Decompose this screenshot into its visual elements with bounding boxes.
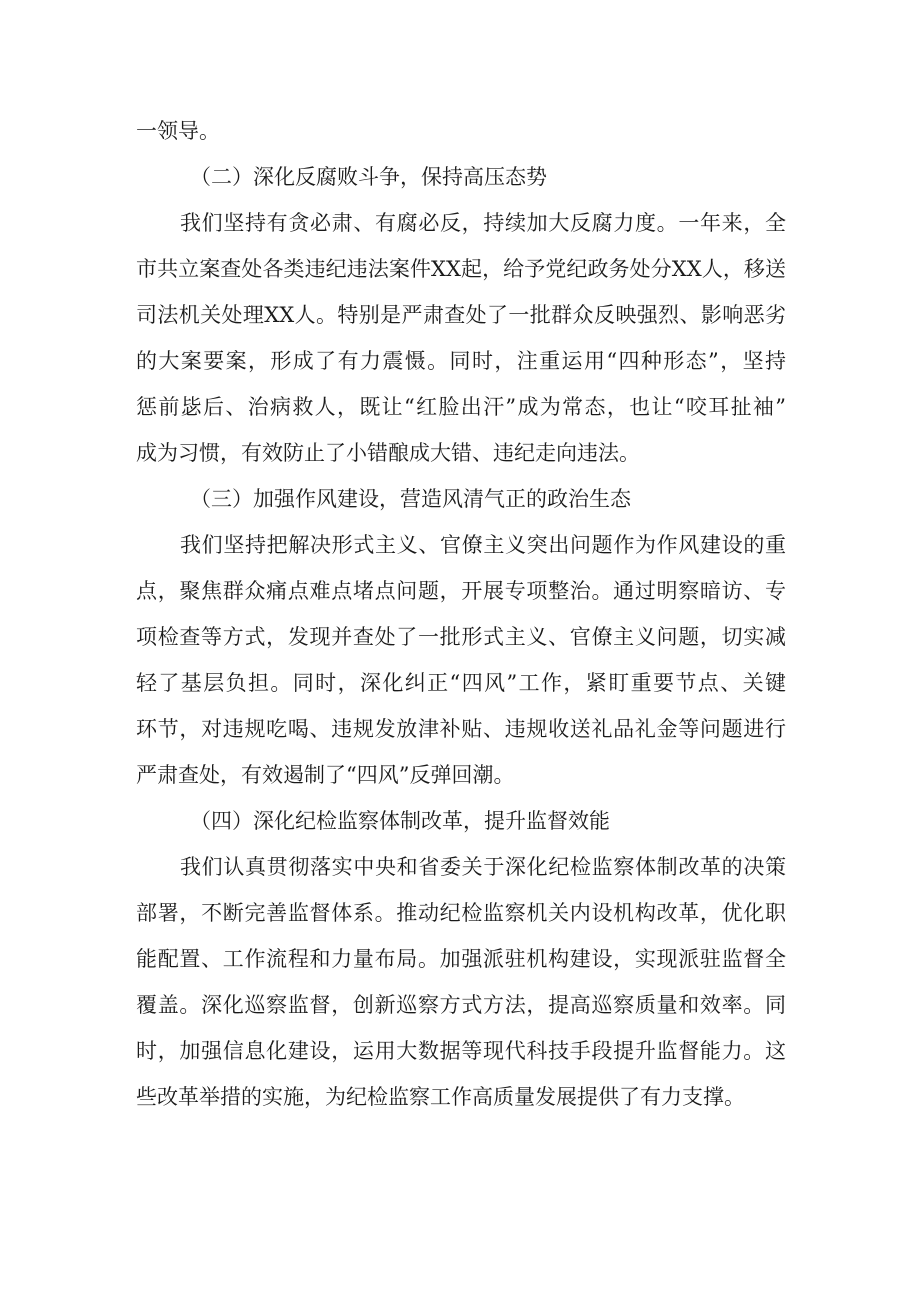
body-line: 我们认真贯彻落实中央和省委关于深化纪检监察体制改革的决策 <box>180 855 786 879</box>
body-line: 我们坚持有贪必肃、有腐必反，持续加大反腐力度。一年来，全 <box>180 211 786 235</box>
body-line: 部署，不断完善监督体系。推动纪检监察机关内设机构改革，优化职 <box>136 901 786 925</box>
document-page <box>136 108 786 1120</box>
section-heading: （二）深化反腐败斗争，保持高压态势 <box>190 165 547 189</box>
section-heading: （三）加强作风建设，营造风清气正的政治生态 <box>190 487 631 511</box>
body-line: 时，加强信息化建设，运用大数据等现代科技手段提升监督能力。这 <box>136 1039 786 1063</box>
body-line: 覆盖。深化巡察监督，创新巡察方式方法，提高巡察质量和效率。同 <box>136 993 786 1017</box>
body-line: 项检查等方式，发现并查处了一批形式主义、官僚主义问题，切实减 <box>136 625 786 649</box>
body-line: 些改革举措的实施，为纪检监察工作高质量发展提供了有力支撑。 <box>136 1085 745 1109</box>
body-line: 惩前毖后、治病救人，既让“红脸出汗”成为常态，也让“咬耳扯袖” <box>136 395 786 419</box>
section-heading: （四）深化纪检监察体制改革，提升监督效能 <box>190 809 610 833</box>
body-line: 市共立案查处各类违纪违法案件XX起，给予党纪政务处分XX人，移送 <box>136 257 786 281</box>
body-line: 的大案要案，形成了有力震慑。同时，注重运用“四种形态”，坚持 <box>136 349 786 373</box>
body-line: 司法机关处理XX人。特别是严肃查处了一批群众反映强烈、影响恶劣 <box>136 303 786 327</box>
body-line: 点，聚焦群众痛点难点堵点问题，开展专项整治。通过明察暗访、专 <box>136 579 786 603</box>
body-line: 我们坚持把解决形式主义、官僚主义突出问题作为作风建设的重 <box>180 533 786 557</box>
body-line: 轻了基层负担。同时，深化纠正“四风”工作，紧盯重要节点、关键 <box>136 671 786 695</box>
intro-line: 一领导。 <box>136 119 220 143</box>
body-line: 成为习惯，有效防止了小错酿成大错、违纪走向违法。 <box>136 441 640 465</box>
body-line: 严肃查处，有效遏制了“四风”反弹回潮。 <box>136 763 515 787</box>
body-line: 能配置、工作流程和力量布局。加强派驻机构建设，实现派驻监督全 <box>136 947 786 971</box>
body-line: 环节，对违规吃喝、违规发放津补贴、违规收送礼品礼金等问题进行 <box>136 717 786 741</box>
